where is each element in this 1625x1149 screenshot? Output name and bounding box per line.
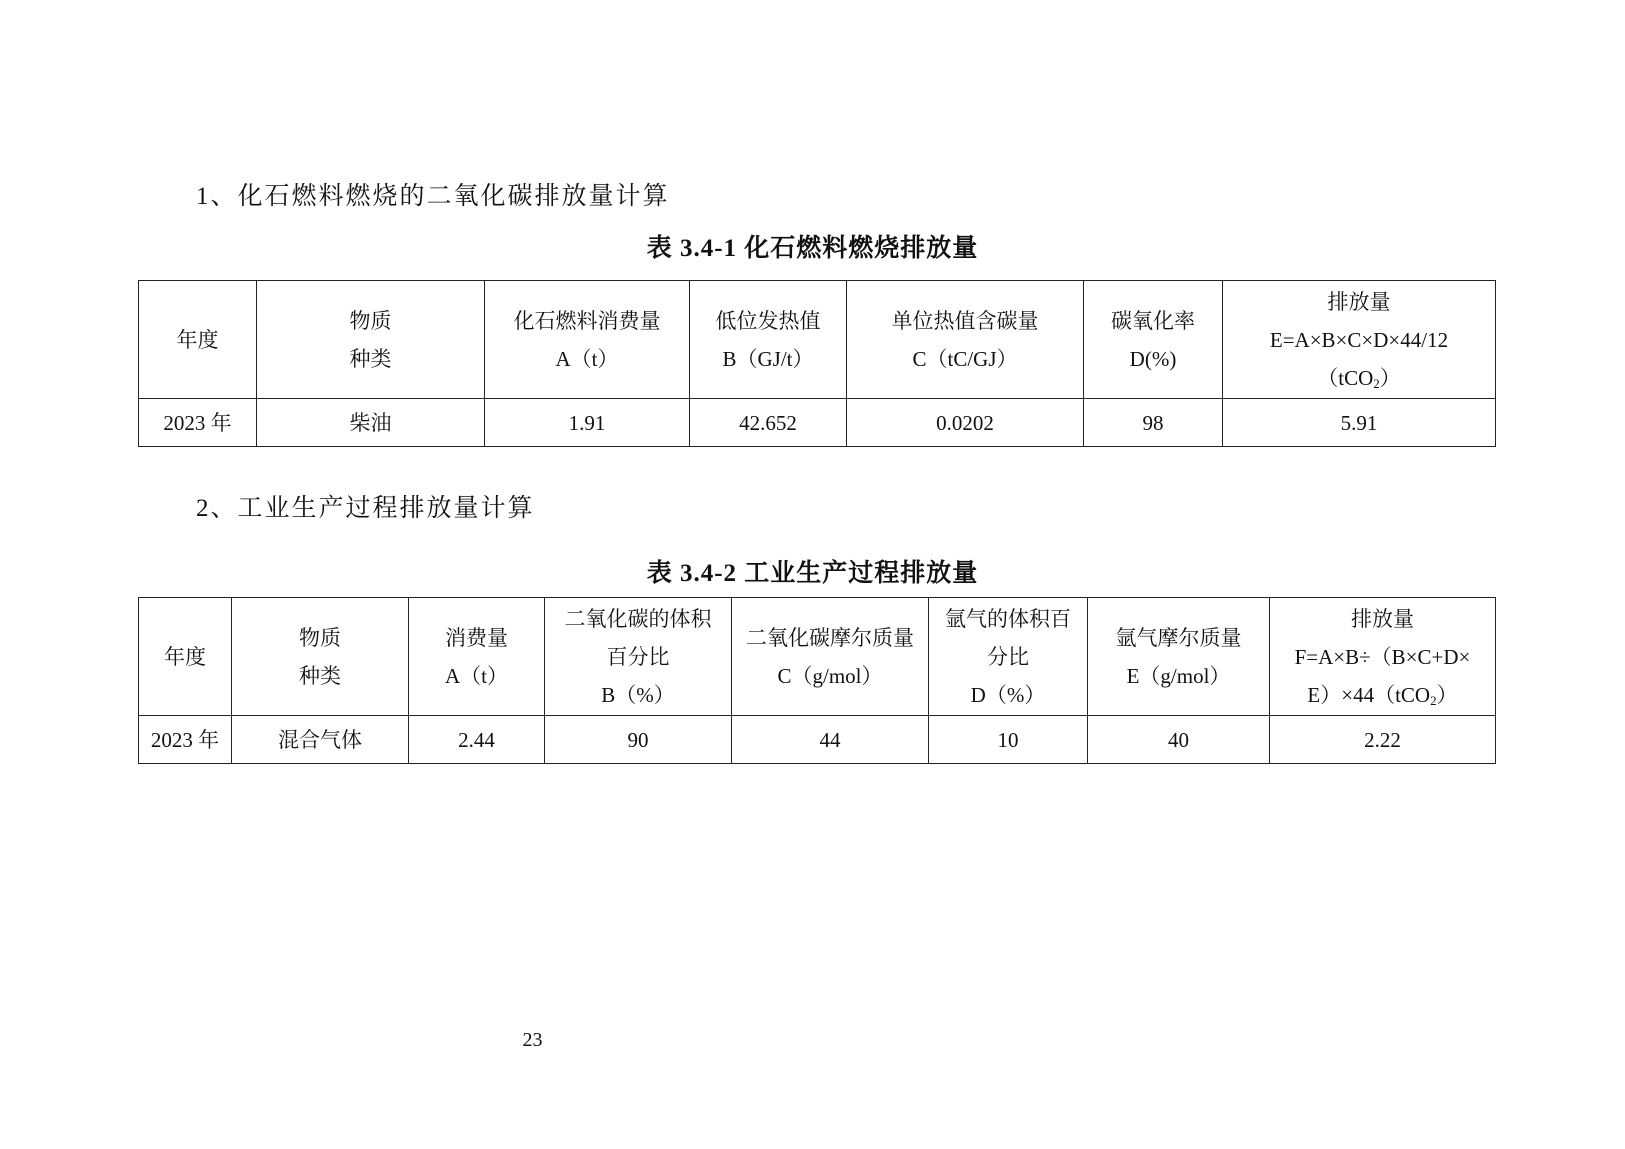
header-co2-volume: 二氧化碳的体积 百分比 B（%）: [545, 598, 732, 716]
header-oxidation-rate: 碳氧化率 D(%): [1084, 281, 1223, 399]
fossil-fuel-emission-table: [138, 280, 1496, 447]
header-year: 年度: [139, 598, 232, 716]
header-co2-molar-mass: 二氧化碳摩尔质量 C（g/mol）: [732, 598, 929, 716]
cell-consumption: 2.44: [409, 716, 545, 764]
cell-consumption: 1.91: [485, 399, 690, 447]
cell-emission: 5.91: [1223, 399, 1496, 447]
page-number: 23: [522, 1029, 543, 1051]
cell-co2-molar-mass: 44: [732, 716, 929, 764]
industrial-process-emission-table: [138, 597, 1496, 764]
cell-year: 2023 年: [139, 399, 257, 447]
table-row: [139, 399, 1496, 447]
cell-oxidation-rate: 98: [1084, 399, 1223, 447]
header-carbon-content: 单位热值含碳量 C（tC/GJ）: [847, 281, 1084, 399]
header-material: 物质 种类: [232, 598, 409, 716]
header-material: 物质 种类: [257, 281, 485, 399]
header-emission: 排放量 E=A×B×C×D×44/12 （tCO$_2$）: [1223, 281, 1496, 399]
cell-heat-value: 42.652: [690, 399, 847, 447]
cell-emission: 2.22: [1270, 716, 1496, 764]
cell-material: 混合气体: [232, 716, 409, 764]
table2-caption: 表 3.4-2 工业生产过程排放量: [646, 560, 979, 587]
cell-carbon-content: 0.0202: [847, 399, 1084, 447]
section2-heading: 2、工业生产过程排放量计算: [196, 495, 535, 522]
header-argon-volume: 氩气的体积百 分比 D（%）: [929, 598, 1088, 716]
cell-year: 2023 年: [139, 716, 232, 764]
header-emission: 排放量 F=A×B÷（B×C+D× E）×44（tCO$_2$）: [1270, 598, 1496, 716]
header-consumption: 化石燃料消费量 A（t）: [485, 281, 690, 399]
header-consumption: 消费量 A（t）: [409, 598, 545, 716]
header-heat-value: 低位发热值 B（GJ/t）: [690, 281, 847, 399]
header-year: 年度: [139, 281, 257, 399]
cell-co2-volume: 90: [545, 716, 732, 764]
table-row: [139, 716, 1496, 764]
cell-argon-volume: 10: [929, 716, 1088, 764]
table1-caption: 表 3.4-1 化石燃料燃烧排放量: [646, 235, 979, 262]
table-header-row: [139, 281, 1496, 399]
section1-heading: 1、化石燃料燃烧的二氧化碳排放量计算: [196, 183, 670, 210]
cell-argon-molar-mass: 40: [1088, 716, 1270, 764]
header-argon-molar-mass: 氩气摩尔质量 E（g/mol）: [1088, 598, 1270, 716]
table-header-row: [139, 598, 1496, 716]
cell-material: 柴油: [257, 399, 485, 447]
